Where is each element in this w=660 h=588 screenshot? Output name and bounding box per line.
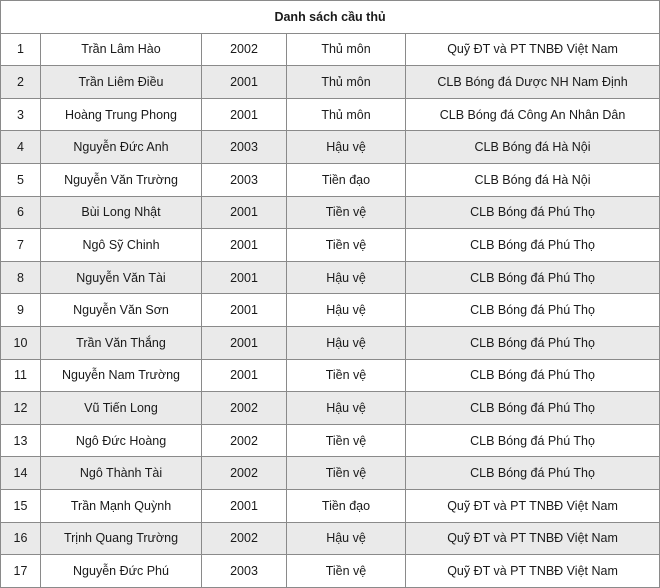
player-number: 6 — [1, 196, 41, 229]
player-position: Hậu vệ — [287, 522, 406, 555]
player-position: Tiền vệ — [287, 359, 406, 392]
birth-year: 2001 — [202, 98, 287, 131]
player-position: Hậu vệ — [287, 392, 406, 425]
player-club: CLB Bóng đá Dược NH Nam Định — [406, 66, 660, 99]
birth-year: 2002 — [202, 33, 287, 66]
player-position: Tiền vệ — [287, 229, 406, 262]
table-row — [1, 424, 660, 457]
birth-year: 2001 — [202, 489, 287, 522]
player-name: Trần Văn Thắng — [41, 326, 202, 359]
player-number: 2 — [1, 66, 41, 99]
birth-year: 2003 — [202, 555, 287, 588]
table-row — [1, 489, 660, 522]
table-row — [1, 66, 660, 99]
player-number: 1 — [1, 33, 41, 66]
player-position: Hậu vệ — [287, 131, 406, 164]
player-position: Hậu vệ — [287, 261, 406, 294]
table-row — [1, 163, 660, 196]
player-name: Ngô Thành Tài — [41, 457, 202, 490]
player-number: 3 — [1, 98, 41, 131]
table-title: Danh sách cầu thủ — [1, 1, 660, 34]
player-number: 15 — [1, 489, 41, 522]
player-position: Hậu vệ — [287, 294, 406, 327]
player-number: 17 — [1, 555, 41, 588]
table-row — [1, 294, 660, 327]
player-number: 14 — [1, 457, 41, 490]
player-name: Trần Lâm Hào — [41, 33, 202, 66]
player-name: Vũ Tiến Long — [41, 392, 202, 425]
player-position: Hậu vệ — [287, 326, 406, 359]
player-club: CLB Bóng đá Phú Thọ — [406, 261, 660, 294]
birth-year: 2001 — [202, 326, 287, 359]
player-club: CLB Bóng đá Phú Thọ — [406, 326, 660, 359]
player-club: CLB Bóng đá Phú Thọ — [406, 424, 660, 457]
player-number: 5 — [1, 163, 41, 196]
player-club: CLB Bóng đá Phú Thọ — [406, 457, 660, 490]
player-number: 8 — [1, 261, 41, 294]
player-position: Thủ môn — [287, 66, 406, 99]
birth-year: 2003 — [202, 131, 287, 164]
player-position: Tiền vệ — [287, 424, 406, 457]
table-row — [1, 555, 660, 588]
player-number: 13 — [1, 424, 41, 457]
player-name: Hoàng Trung Phong — [41, 98, 202, 131]
player-name: Nguyễn Văn Tài — [41, 261, 202, 294]
birth-year: 2001 — [202, 229, 287, 262]
table-title-row — [1, 1, 660, 34]
table-row — [1, 392, 660, 425]
table-row — [1, 196, 660, 229]
player-name: Ngô Đức Hoàng — [41, 424, 202, 457]
player-name: Trần Liêm Điều — [41, 66, 202, 99]
birth-year: 2002 — [202, 457, 287, 490]
table-row — [1, 359, 660, 392]
player-name: Nguyễn Đức Phú — [41, 555, 202, 588]
birth-year: 2002 — [202, 522, 287, 555]
player-club: CLB Bóng đá Phú Thọ — [406, 196, 660, 229]
player-name: Bùi Long Nhật — [41, 196, 202, 229]
player-club: Quỹ ĐT và PT TNBĐ Việt Nam — [406, 522, 660, 555]
table-row — [1, 522, 660, 555]
player-club: CLB Bóng đá Hà Nội — [406, 131, 660, 164]
player-table-body — [1, 1, 660, 588]
player-number: 12 — [1, 392, 41, 425]
birth-year: 2001 — [202, 261, 287, 294]
player-club: Quỹ ĐT và PT TNBĐ Việt Nam — [406, 489, 660, 522]
table-row — [1, 457, 660, 490]
table-row — [1, 33, 660, 66]
player-position: Tiền đạo — [287, 163, 406, 196]
player-club: CLB Bóng đá Phú Thọ — [406, 294, 660, 327]
player-name: Nguyễn Văn Sơn — [41, 294, 202, 327]
player-name: Nguyễn Đức Anh — [41, 131, 202, 164]
birth-year: 2001 — [202, 66, 287, 99]
player-number: 7 — [1, 229, 41, 262]
player-club: CLB Bóng đá Phú Thọ — [406, 359, 660, 392]
player-number: 10 — [1, 326, 41, 359]
birth-year: 2002 — [202, 392, 287, 425]
player-position: Thủ môn — [287, 33, 406, 66]
birth-year: 2002 — [202, 424, 287, 457]
player-position: Tiền vệ — [287, 196, 406, 229]
player-club: CLB Bóng đá Công An Nhân Dân — [406, 98, 660, 131]
table-row — [1, 229, 660, 262]
table-row — [1, 131, 660, 164]
table-row — [1, 326, 660, 359]
player-club: Quỹ ĐT và PT TNBĐ Việt Nam — [406, 33, 660, 66]
player-number: 16 — [1, 522, 41, 555]
player-position: Tiền vệ — [287, 457, 406, 490]
player-name: Nguyễn Nam Trường — [41, 359, 202, 392]
player-position: Tiền đạo — [287, 489, 406, 522]
player-club: CLB Bóng đá Phú Thọ — [406, 229, 660, 262]
player-number: 4 — [1, 131, 41, 164]
birth-year: 2001 — [202, 359, 287, 392]
player-name: Nguyễn Văn Trường — [41, 163, 202, 196]
player-name: Ngô Sỹ Chinh — [41, 229, 202, 262]
player-position: Tiền vệ — [287, 555, 406, 588]
table-row — [1, 261, 660, 294]
player-number: 11 — [1, 359, 41, 392]
birth-year: 2001 — [202, 294, 287, 327]
player-club: CLB Bóng đá Phú Thọ — [406, 392, 660, 425]
table-row — [1, 98, 660, 131]
player-position: Thủ môn — [287, 98, 406, 131]
player-club: CLB Bóng đá Hà Nội — [406, 163, 660, 196]
birth-year: 2001 — [202, 196, 287, 229]
player-club: Quỹ ĐT và PT TNBĐ Việt Nam — [406, 555, 660, 588]
player-number: 9 — [1, 294, 41, 327]
birth-year: 2003 — [202, 163, 287, 196]
player-name: Trần Mạnh Quỳnh — [41, 489, 202, 522]
player-name: Trịnh Quang Trường — [41, 522, 202, 555]
